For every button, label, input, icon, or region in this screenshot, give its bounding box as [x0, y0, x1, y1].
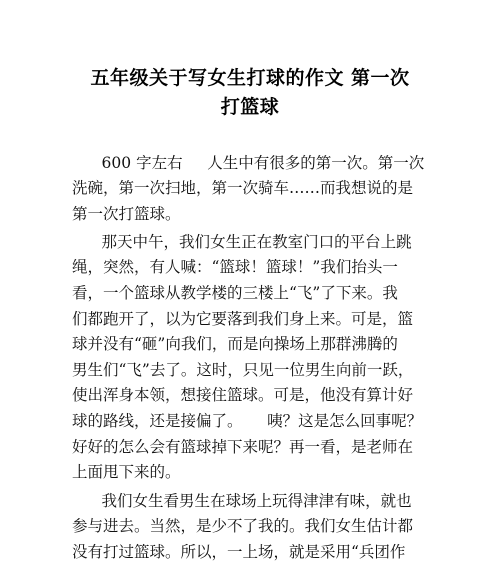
paragraph-3-line-1: 我们女生看男生在球场上玩得津津有味，就也 — [72, 492, 412, 510]
paragraph-2-line-10: 上面甩下来的。 — [72, 463, 181, 481]
paragraph-1-line-1: 600 字左右 人生中有很多的第一次。第一次 — [72, 154, 425, 172]
paragraph-2-line-4: 们都跑开了，以为它要落到我们身上来。可是，篮 — [72, 310, 414, 328]
paragraph-2-line-1: 那天中午，我们女生正在教室门口的平台上跳 — [72, 233, 412, 251]
document-title-line-1: 五年级关于写女生打球的作文 第一次 — [90, 67, 410, 89]
paragraph-2-line-5: 球并没有“砸”向我们，而是向操场上那群沸腾的 — [72, 335, 398, 353]
paragraph-2-line-2: 绳，突然，有人喊：“篮球！篮球！”我们抬头一 — [72, 258, 398, 276]
paragraph-2-line-9: 好好的怎么会有篮球掉下来呢？再一看，是老师在 — [72, 438, 414, 456]
paragraph-2-line-6: 男生们“飞”去了。这时，只见一位男生向前一跃， — [72, 361, 414, 379]
paragraph-2-line-8: 球的路线，还是接偏了。 咦？这是怎么回事呢？ — [72, 412, 423, 430]
paragraph-1-line-2: 洗碗，第一次扫地，第一次骑车……而我想说的是 — [72, 179, 414, 197]
paragraph-2-line-7: 使出浑身本领，想接住篮球。可是，他没有算计好 — [72, 386, 414, 404]
paragraph-3-line-3: 没有打过篮球。所以，一上场，就是采用“兵团作 — [72, 543, 406, 561]
paragraph-2-line-3: 看，一个篮球从教学楼的三楼上“飞”了下来。我 — [72, 284, 398, 302]
paragraph-3-line-2: 参与进去。当然，是少不了我的。我们女生估计都 — [72, 517, 414, 535]
document-title-line-2: 打篮球 — [220, 96, 280, 118]
paragraph-1-line-3: 第一次打篮球。 — [72, 205, 181, 223]
